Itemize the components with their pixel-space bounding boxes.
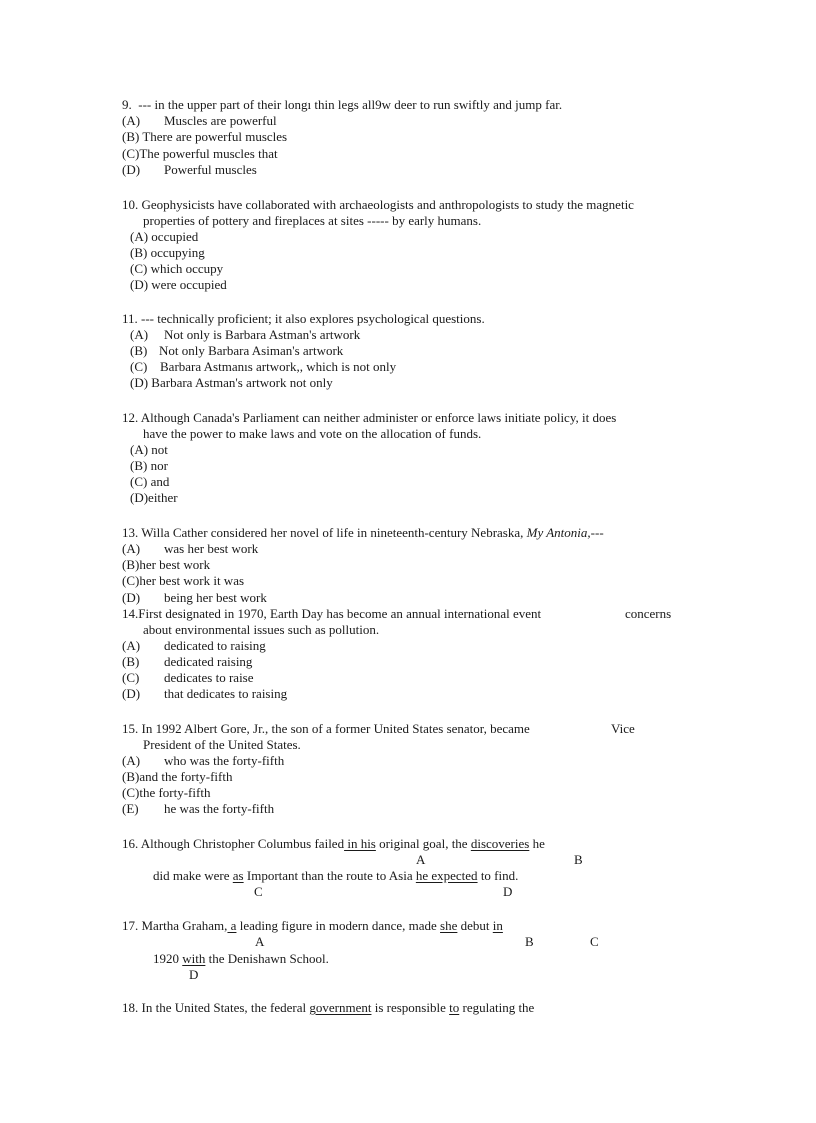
- question-9-option-c: (C)The powerful muscles that: [122, 146, 278, 161]
- underlined-d: with: [182, 951, 206, 966]
- question-14-option-b: (B) dedicated raising: [122, 654, 253, 669]
- question-15-stem: 15. In 1992 Albert Gore, Jr., the son of a former United States senator, became: [122, 721, 530, 736]
- underlined-a: a: [227, 918, 237, 933]
- question-13-option-b: (B)her best work: [122, 557, 211, 572]
- novel-title: My Antonia,: [526, 525, 591, 540]
- question-13-option-a: (A) was her best work: [122, 541, 259, 556]
- question-12-option-c: (C) and: [130, 474, 170, 489]
- underlined-b: to: [449, 1000, 460, 1015]
- question-9-option-d: (D) Powerful muscles: [122, 162, 257, 177]
- question-11-option-c: (C) Barbara Astmanıs artwork,, which is not only: [130, 359, 397, 374]
- question-11-stem: 11. --- technically proficient; it also explores psychological questions.: [122, 311, 485, 326]
- question-13-stem: 13. Willa Cather considered her novel of life in nineteenth-century Nebraska, My Antonia,---: [122, 525, 604, 540]
- question-12-stem: 12. Although Canada's Parliament can neither administer or enforce laws initiate policy, it does: [122, 410, 617, 425]
- mark-a: A: [416, 852, 426, 867]
- question-14-option-a: (A) dedicated to raising: [122, 638, 266, 653]
- question-17-line-2: 1920 with the Denishawn School.: [153, 951, 329, 966]
- question-10-option-b: (B) occupying: [130, 245, 205, 260]
- mark-a: A: [255, 934, 265, 949]
- mark-c: C: [254, 884, 263, 899]
- question-16-line-1: 16. Although Christopher Columbus failed in his original goal, the discoveries he: [122, 836, 545, 851]
- underlined-b: discoveries: [470, 836, 530, 851]
- question-15-option-a: (A) who was the forty-fifth: [122, 753, 285, 768]
- question-10-stem: 10. Geophysicists have collaborated with archaeologists and anthropologists to study the magnetic: [122, 197, 634, 212]
- underlined-d: he expected: [415, 868, 478, 883]
- mark-d: D: [503, 884, 513, 899]
- mark-d: D: [189, 967, 199, 982]
- question-10-stem-cont: properties of pottery and fireplaces at sites ----- by early humans.: [143, 213, 482, 228]
- question-14-stem-cont: about environmental issues such as pollution.: [143, 622, 380, 637]
- question-15-stem-cont: President of the United States.: [143, 737, 301, 752]
- question-9-option-b: (B) There are powerful muscles: [122, 129, 288, 144]
- question-17-line-1: 17. Martha Graham, a leading figure in modern dance, made she debut in: [122, 918, 503, 933]
- question-10-option-a: (A) occupied: [130, 229, 199, 244]
- question-11-option-a: (A) Not only is Barbara Astman's artwork: [130, 327, 361, 342]
- underlined-c: as: [232, 868, 244, 883]
- question-18-line-1: 18. In the United States, the federal government is responsible to regulating the: [122, 1000, 535, 1015]
- underlined-a: in his: [344, 836, 376, 851]
- question-13-option-d: (D) being her best work: [122, 590, 267, 605]
- question-14-stem: 14.First designated in 1970, Earth Day has become an annual international event: [122, 606, 542, 621]
- mark-c: C: [590, 934, 599, 949]
- underlined-a: government: [309, 1000, 372, 1015]
- mark-b: B: [574, 852, 583, 867]
- question-11-option-b: (B) Not only Barbara Asiman's artwork: [130, 343, 344, 358]
- question-15-option-b: (B)and the forty-fifth: [122, 769, 233, 784]
- question-12-option-d: (D)either: [130, 490, 178, 505]
- question-12-option-a: (A) not: [130, 442, 168, 457]
- underlined-b: she: [440, 918, 458, 933]
- mark-b: B: [525, 934, 534, 949]
- question-9-option-a: (A) Muscles are powerful: [122, 113, 277, 128]
- question-11-option-d: (D) Barbara Astman's artwork not only: [130, 375, 333, 390]
- question-14-option-d: (D) that dedicates to raising: [122, 686, 288, 701]
- question-9-stem: 9. --- in the upper part of their longı thin legs all9w deer to run swiftly and jump far.: [122, 97, 563, 112]
- underlined-c: in: [492, 918, 503, 933]
- question-12-stem-cont: have the power to make laws and vote on the allocation of funds.: [143, 426, 482, 441]
- question-10-option-d: (D) were occupied: [130, 277, 227, 292]
- question-14-option-c: (C) dedicates to raise: [122, 670, 254, 685]
- question-15-stem-tail: Vice: [611, 721, 635, 736]
- question-15-option-e: (E) he was the forty-fifth: [122, 801, 275, 816]
- question-12-option-b: (B) nor: [130, 458, 168, 473]
- question-10-option-c: (C) which occupy: [130, 261, 224, 276]
- question-16-line-2: did make were as Important than the route to Asia he expected to find.: [153, 868, 519, 883]
- question-14-stem-tail: concerns: [625, 606, 672, 621]
- question-13-option-c: (C)her best work it was: [122, 573, 245, 588]
- question-15-option-c: (C)the forty-fifth: [122, 785, 211, 800]
